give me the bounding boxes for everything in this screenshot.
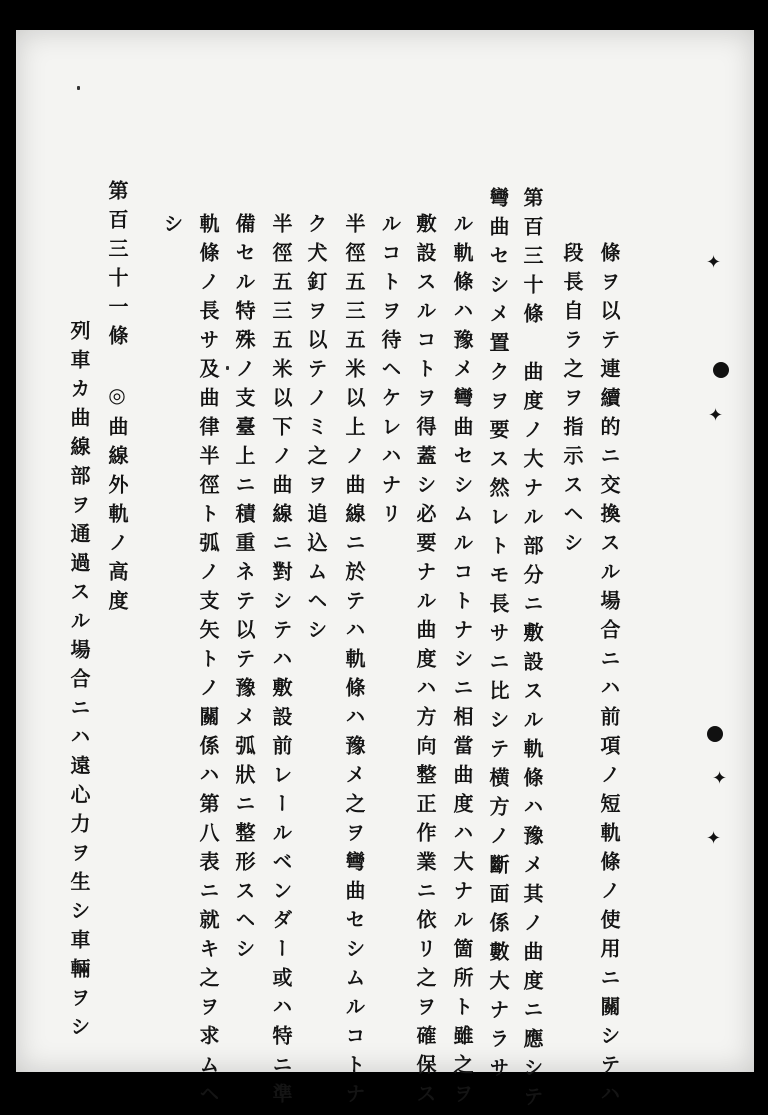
text-column-13: シ	[160, 213, 184, 242]
margin-star-mark: ✦	[706, 252, 722, 273]
ink-speck	[226, 366, 229, 370]
text-column-15: 列車カ曲線部ヲ通過スル場合ニハ遠心力ヲ生シ車輛ヲシ	[67, 320, 91, 1045]
margin-star-mark: ✦	[712, 768, 728, 789]
text-column-1: 條ヲ以テ連續的ニ交換スル場合ニハ前項ノ短軌條ノ使用ニ關シテハ	[597, 242, 621, 1112]
text-column-4: 彎曲セシメ置クヲ要ス然レトモ長サニ比シテ横方ノ斷面係數大ナラサ	[486, 187, 510, 1086]
margin-dot-mark	[707, 726, 723, 742]
margin-dot-mark	[713, 362, 729, 378]
text-column-2: 段長自ラ之ヲ指示スヘシ	[560, 242, 584, 561]
text-column-11: 備セル特殊ノ支臺上ニ積重ネテ以テ豫メ弧狀ニ整形スヘシ	[232, 213, 256, 967]
text-column-8: 半徑五三五米以上ノ曲線ニ於テハ軌條ハ豫メ之ヲ彎曲セシムルコトナ	[342, 213, 366, 1112]
book-page	[16, 30, 754, 1115]
ink-speck	[77, 86, 80, 90]
text-column-5: ル軌條ハ豫メ彎曲セシムルコトナシニ相當曲度ハ大ナル箇所ト雖之ヲ	[450, 213, 474, 1112]
article-131-heading-column: 第百三十一條 ◎曲線外軌ノ高度	[105, 180, 129, 619]
text-column-6: 敷設スルコトヲ得蓋シ必要ナル曲度ハ方向整正作業ニ依リ之ヲ確保ス	[413, 213, 437, 1112]
text-column-7: ルコトヲ待ヘケレハナリ	[378, 213, 402, 532]
article-130-heading-column: 第百三十條 曲度ノ大ナル部分ニ敷設スル軌條ハ豫メ其ノ曲度ニ應シテ	[520, 187, 544, 1115]
margin-star-mark: ✦	[706, 828, 722, 849]
text-column-12: 軌條ノ長サ及曲律半徑ト弧ノ支矢トノ關係ハ第八表ニ就キ之ヲ求ムヘ	[196, 213, 220, 1112]
text-column-10: 半徑五三五米以下ノ曲線ニ對シテハ敷設前レールベンダー或ハ特ニ準	[269, 213, 293, 1112]
margin-star-mark: ✦	[708, 405, 724, 426]
text-column-9: ク犬釘ヲ以テノミ之ヲ追込ムヘシ	[304, 213, 328, 648]
